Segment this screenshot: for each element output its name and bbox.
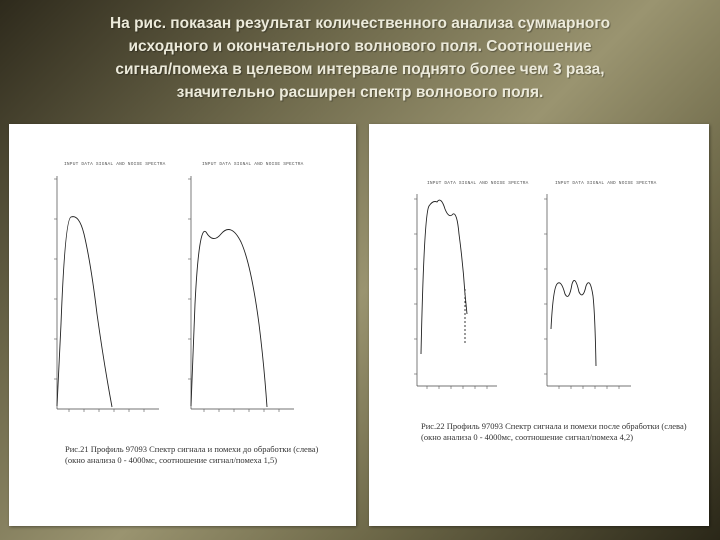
heading-line-3: сигнал/помеха в целевом интервале поднято более чем 3 раза,	[115, 61, 605, 78]
slide-heading	[30, 12, 690, 104]
caption-line-1: Рис.21 Профиль 97093 Спектр сигнала и помехи до обработки (слева)	[65, 444, 319, 454]
plot-d-title: INPUT DATA SIGNAL AND NOISE SPECTRA	[555, 181, 657, 186]
plot-d-spectrum-curve	[551, 280, 596, 366]
figure-caption-before	[65, 444, 325, 466]
tick-marks-after	[414, 199, 619, 389]
spectra-plots-after	[369, 124, 709, 526]
caption-line-2: (окно анализа 0 - 4000мс, соотношение сигнал/помеха 4,2)	[421, 432, 634, 442]
figure-after-processing	[369, 124, 709, 526]
figure-before-processing	[9, 124, 356, 526]
plot-c-title: INPUT DATA SIGNAL AND NOISE SPECTRA	[427, 181, 529, 186]
caption-line-2: (окно анализа 0 - 4000мс, соотношение сигнал/помеха 1,5)	[65, 455, 278, 465]
figure-caption-after	[421, 421, 693, 443]
tick-marks	[54, 179, 279, 412]
heading-line-1: На рис. показан результат количественного анализа суммарного	[109, 15, 611, 32]
heading-line-2: исходного и окончательного волнового поля. Соотношение	[128, 38, 592, 55]
heading-line-4: значительно расширен спектр волнового поля.	[176, 84, 544, 101]
caption-line-1: Рис.22 Профиль 97093 Спектр сигнала и помехи после обработки (слева)	[421, 421, 687, 431]
plot-a-title: INPUT DATA SIGNAL AND NOISE SPECTRA	[64, 162, 166, 167]
plot-b-title: INPUT DATA SIGNAL AND NOISE SPECTRA	[202, 162, 304, 167]
plot-c-spectrum-curve	[421, 200, 467, 354]
plot-a-spectrum-curve	[57, 217, 112, 407]
plot-b-spectrum-curve	[191, 230, 267, 408]
